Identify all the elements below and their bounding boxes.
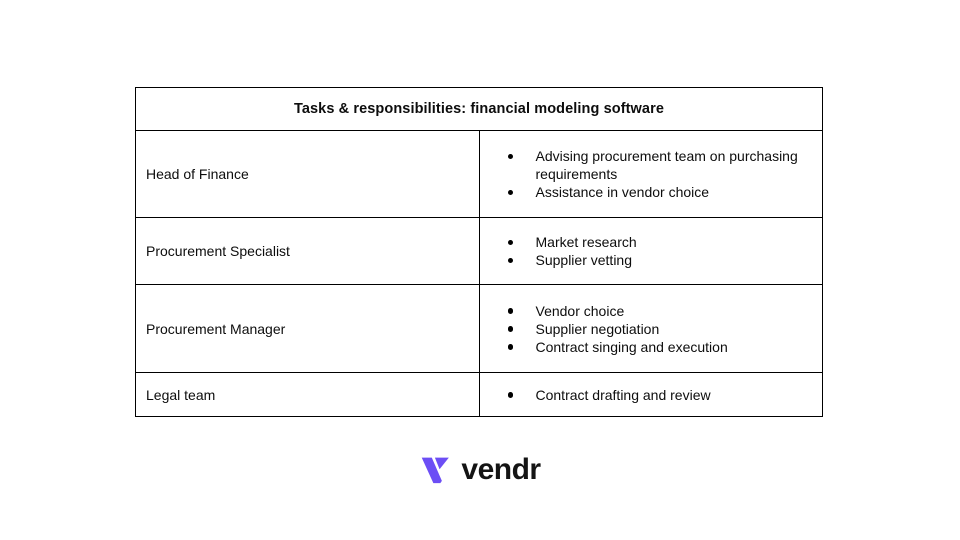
role-label: Legal team bbox=[146, 386, 216, 403]
task-list bbox=[481, 380, 822, 410]
task-item: Contract drafting and review bbox=[481, 386, 822, 404]
responsibilities-table-body bbox=[136, 88, 823, 417]
vendr-v-icon bbox=[419, 452, 450, 488]
vendr-logo-text: vendr bbox=[461, 453, 541, 486]
task-item: Market research bbox=[481, 233, 822, 251]
vendr-logo bbox=[419, 452, 540, 488]
task-item: Vendor choice bbox=[481, 302, 822, 320]
role-label: Procurement Manager bbox=[146, 320, 286, 337]
task-item: Supplier vetting bbox=[481, 251, 822, 269]
task-list bbox=[481, 227, 822, 275]
table-row bbox=[136, 131, 823, 218]
task-item: Assistance in vendor choice bbox=[481, 183, 822, 201]
task-list bbox=[481, 141, 822, 207]
table-title: Tasks & responsibilities: financial modeling software bbox=[136, 88, 823, 131]
task-list bbox=[481, 296, 822, 362]
table-title-row bbox=[136, 88, 823, 131]
role-label: Head of Finance bbox=[146, 166, 249, 182]
task-item: Supplier negotiation bbox=[481, 320, 822, 338]
table-row bbox=[136, 285, 823, 373]
vendr-v-right-stroke bbox=[435, 458, 449, 470]
responsibilities-table bbox=[135, 87, 823, 417]
table-row bbox=[136, 218, 823, 285]
table-row bbox=[136, 373, 823, 417]
role-label: Procurement Specialist bbox=[146, 243, 290, 259]
task-item: Contract singing and execution bbox=[481, 338, 822, 356]
task-item: Advising procurement team on purchasing requirements bbox=[481, 147, 822, 183]
